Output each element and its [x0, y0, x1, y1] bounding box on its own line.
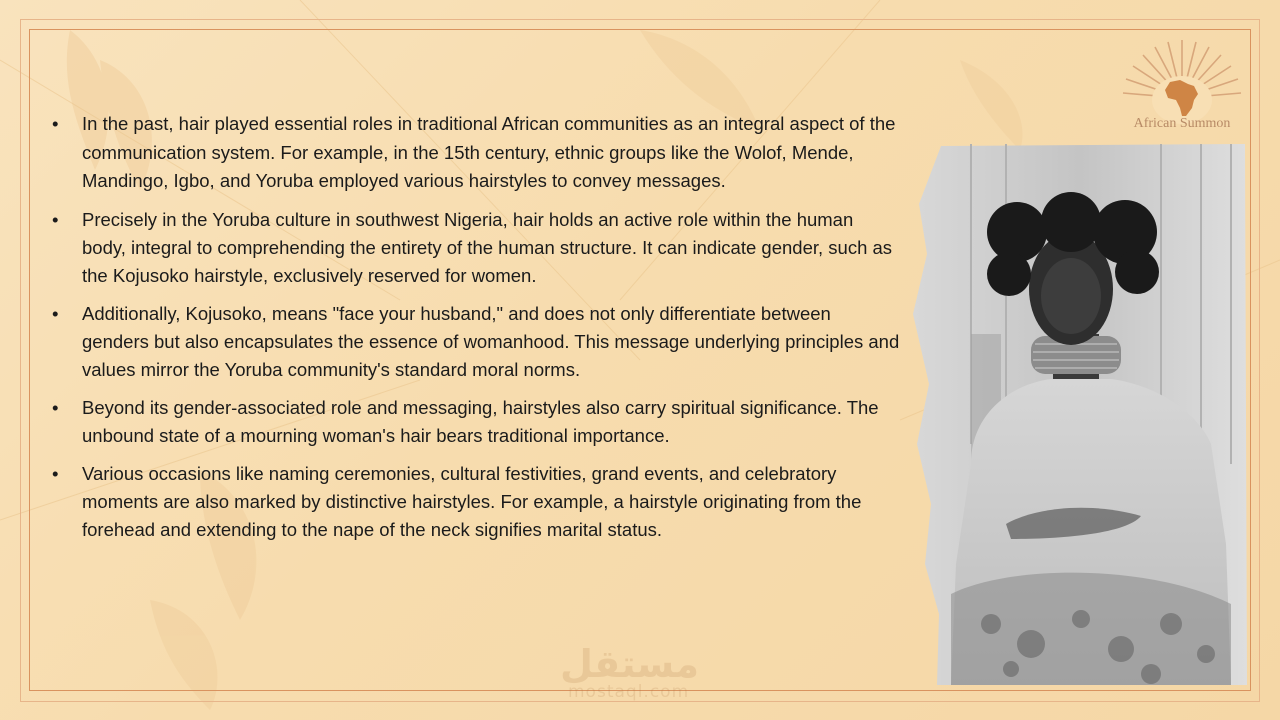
bullet-list	[52, 110, 902, 554]
bullet-marker: •	[52, 396, 59, 418]
bullet-text: Precisely in the Yoruba culture in southwest Nigeria, hair holds an active role within the human body, integral to comprehending the entirety of the human structure. It can indicate gender, such as the Kojusoko hairstyle, exclusively reserved for women.	[82, 208, 893, 286]
bullet-marker: •	[52, 462, 59, 484]
bullet-marker: •	[52, 113, 59, 134]
bullet-marker: •	[52, 302, 59, 324]
bullet-text: In the past, hair played essential roles in traditional African communities as an integral aspect of the communication system. For example, in the 15th century, ethnic groups like the Wolof, Mende, Mandingo, Igbo, and Yoruba employed various hairstyles to convey messages.	[82, 113, 896, 191]
mostaql-watermark	[560, 642, 730, 702]
watermark-arabic: مستقل	[560, 642, 699, 686]
portrait-photo	[911, 144, 1247, 685]
bullet-marker: •	[52, 208, 59, 230]
list-item	[52, 394, 902, 450]
list-item	[52, 460, 902, 544]
bullet-text: Various occasions like naming ceremonies, cultural festivities, grand events, and celebratory moments are also marked by distinctive hairstyles. For example, a hairstyle originating from the forehead and extending to the nape of the neck signifies marital status.	[82, 462, 862, 540]
list-item	[52, 206, 902, 290]
list-item	[52, 300, 902, 384]
logo-text: African Summon	[1133, 116, 1231, 131]
list-item	[52, 110, 902, 196]
bullet-text: Beyond its gender-associated role and messaging, hairstyles also carry spiritual significance. The unbound state of a mourning woman's hair bears traditional importance.	[82, 396, 879, 446]
watermark-latin: mostaql.com	[568, 682, 690, 702]
bullet-text: Additionally, Kojusoko, means "face your husband," and does not only differentiate between genders but also encapsulates the essence of womanhood. This message underlying principles and values mirror the Yoruba community's standard moral norms.	[82, 302, 900, 380]
